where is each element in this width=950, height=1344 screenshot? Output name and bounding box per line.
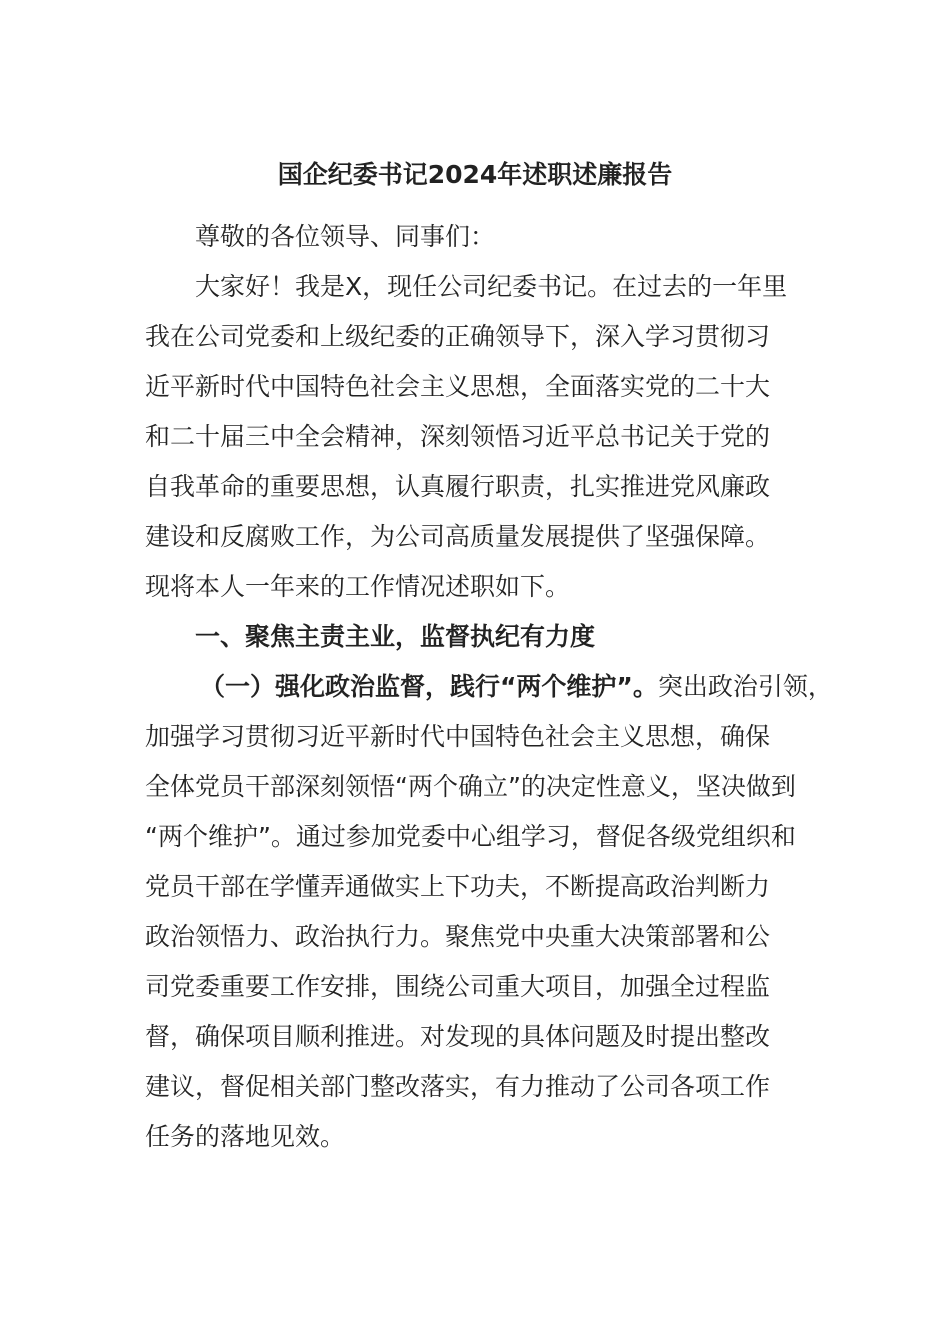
body-line: 加强学习贯彻习近平新时代中国特色社会主义思想，确保 [145,722,771,751]
body-line: “两个维护”。通过参加党委中心组学习，督促各级党组织和 [145,822,796,851]
intro-line: 自我革命的重要思想，认真履行职责，扎实推进党风廉政 [145,472,771,501]
intro-line: 大家好！我是X，现任公司纪委书记。在过去的一年里 [195,272,788,301]
intro-line: 现将本人一年来的工作情况述职如下。 [145,572,571,601]
greeting: 尊敬的各位领导、同事们： [195,222,496,251]
subsection-heading: （一）强化政治监督，践行“两个维护”。 [200,672,658,701]
body-line: 督，确保项目顺利推进。对发现的具体问题及时提出整改 [145,1022,771,1051]
body-line: 任务的落地见效。 [145,1122,346,1151]
body-line: 全体党员干部深刻领悟“两个确立”的决定性意义，坚决做到 [145,772,796,801]
body-line: 党员干部在学懂弄通做实上下功夫，不断提高政治判断力 [145,872,771,901]
intro-line: 近平新时代中国特色社会主义思想，全面落实党的二十大 [145,372,771,401]
section-heading: 一、聚焦主责主业，监督执纪有力度 [195,622,596,651]
subsection-first-line [200,670,833,704]
intro-line: 我在公司党委和上级纪委的正确领导下，深入学习贯彻习 [145,322,771,351]
intro-line: 和二十届三中全会精神，深刻领悟习近平总书记关于党的 [145,422,771,451]
document-title: 国企纪委书记2024年述职述廉报告 [277,160,673,189]
body-line: 政治领悟力、政治执行力。聚焦党中央重大决策部署和公 [145,922,771,951]
intro-line: 建设和反腐败工作，为公司高质量发展提供了坚强保障。 [145,522,771,551]
subsection-text: 突出政治引领， [657,672,833,701]
body-line: 建议，督促相关部门整改落实，有力推动了公司各项工作 [145,1072,771,1101]
body-line: 司党委重要工作安排，围绕公司重大项目，加强全过程监 [145,972,771,1001]
